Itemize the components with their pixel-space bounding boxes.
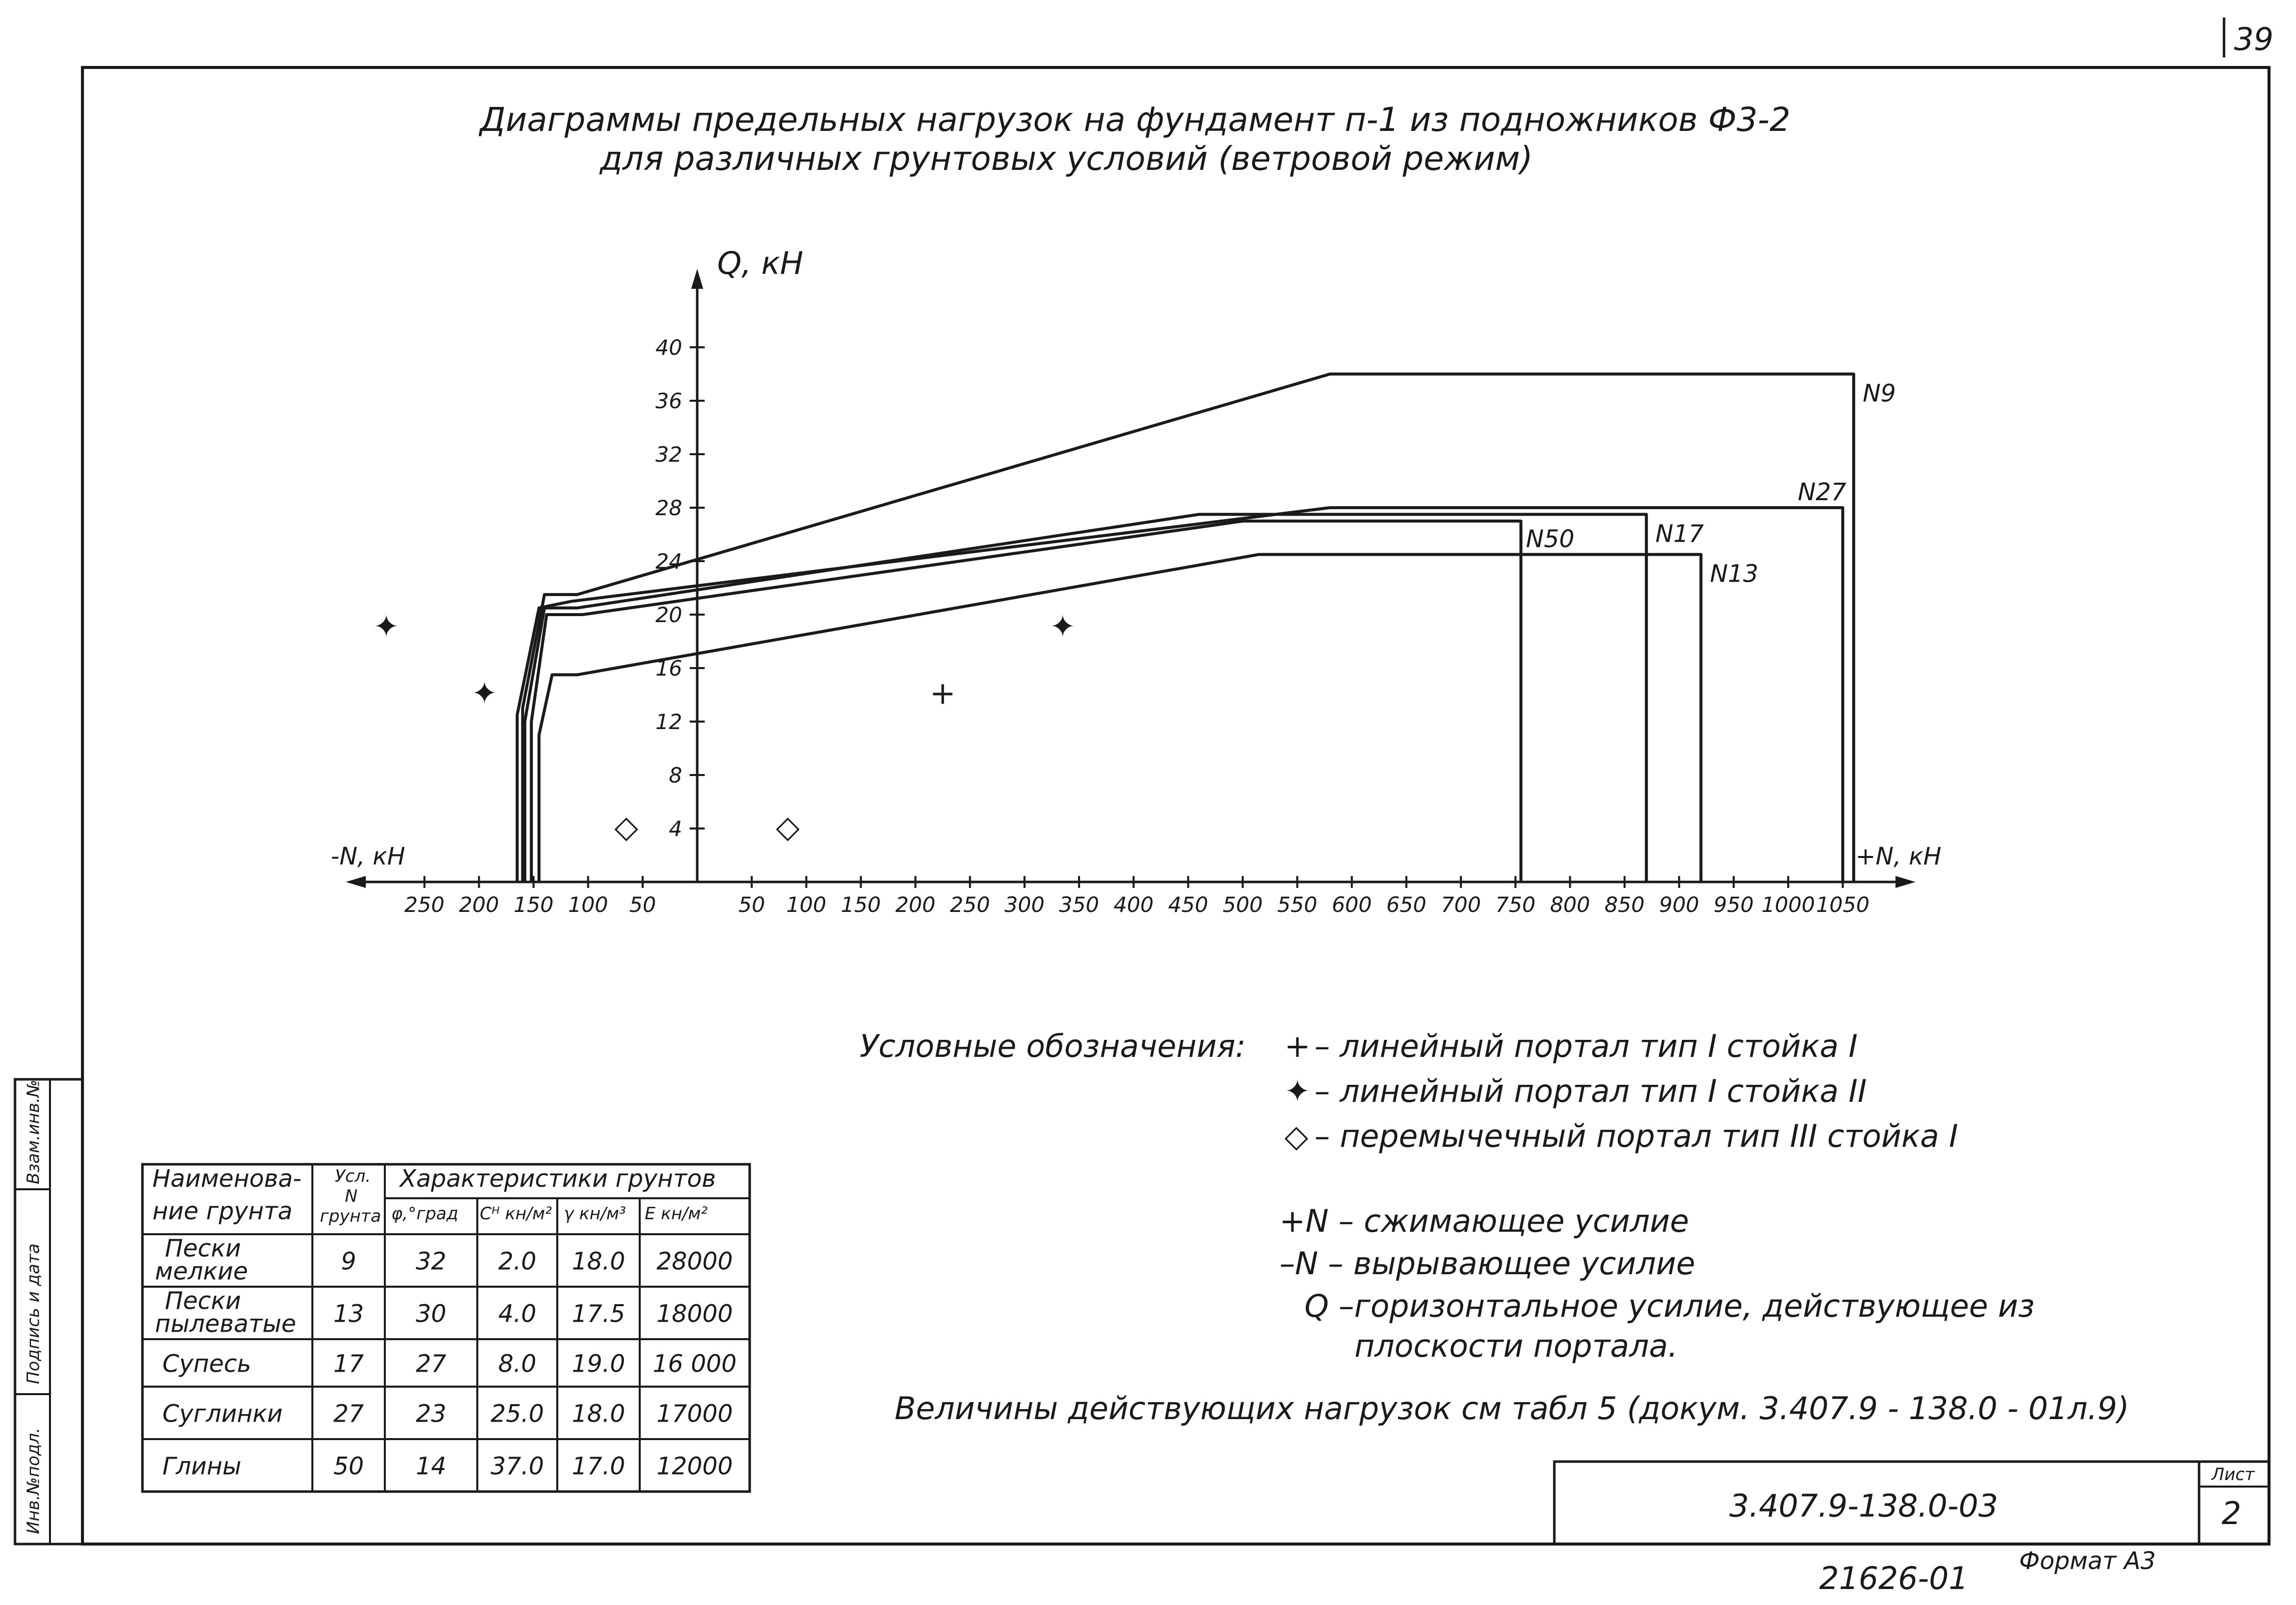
x-tick-label: 1050: [1816, 892, 1870, 917]
y-axis-arrow: [691, 269, 703, 289]
table-cell: 18.0: [572, 1247, 625, 1276]
table-row: [162, 1350, 737, 1378]
x-tick-label: 400: [1114, 892, 1154, 917]
header-num-2: N: [345, 1186, 358, 1206]
table-row: [162, 1400, 733, 1428]
x-tick-label: 200: [895, 892, 936, 917]
table-cell: 12000: [656, 1452, 733, 1481]
x-tick-label: 450: [1168, 892, 1208, 917]
side-stamp-replace: Взам.инв.№: [23, 1079, 43, 1184]
soil-name: Пески: [165, 1234, 241, 1263]
header-phi: φ,°град: [391, 1204, 459, 1224]
sheet-label: Лист: [2212, 1465, 2255, 1485]
chart-markers: [373, 608, 1076, 845]
legend-heading: Условные обозначения:: [860, 1028, 1246, 1064]
y-tick-label: 40: [655, 335, 682, 360]
marker-star: ✦: [373, 608, 399, 645]
marker-plus: +: [930, 675, 956, 712]
table-cell: 18000: [656, 1300, 733, 1328]
y-tick-label: 32: [655, 442, 682, 467]
note-q: Q –горизонтальное усилие, действующее из: [1304, 1288, 2035, 1324]
page-number: 39: [2234, 21, 2274, 57]
x-tick-label: 700: [1441, 892, 1481, 917]
y-tick-label: 16: [655, 656, 682, 681]
x-tick-label: 150: [513, 892, 554, 917]
x-tick-label: 50: [738, 892, 765, 917]
series-label-n50: N50: [1526, 525, 1575, 553]
header-name-1: Наименова-: [152, 1165, 302, 1193]
y-tick-label: 20: [655, 603, 682, 627]
x-tick-label: 600: [1331, 892, 1372, 917]
table-cell: 23: [415, 1400, 447, 1428]
header-c: Cᴴ кн/м²: [480, 1204, 552, 1224]
table-cell: 17.5: [572, 1300, 625, 1328]
soil-name: пылеватые: [155, 1310, 296, 1338]
table-cell: 28000: [656, 1247, 733, 1276]
chart-title: Диаграммы предельных нагрузок на фундамент п-1 из подножников Ф3-2: [480, 100, 1791, 139]
soil-table-rows: [155, 1235, 737, 1481]
header-num-3: грунта: [320, 1206, 381, 1226]
x-tick-label: 300: [1004, 892, 1045, 917]
title-block: [1554, 1462, 2269, 1544]
table-cell: 16 000: [653, 1350, 737, 1378]
x-axis-label-positive: +N, кН: [1855, 842, 1942, 870]
table-cell: 32: [415, 1247, 447, 1276]
header-name-2: ние грунта: [152, 1197, 293, 1225]
table-cell: 27: [333, 1400, 364, 1428]
table-cell: 2.0: [498, 1247, 537, 1276]
marker-star: ✦: [1050, 608, 1076, 645]
series-label-n17: N17: [1655, 520, 1704, 548]
x-tick-label: 900: [1659, 892, 1699, 917]
table-cell: 27: [415, 1350, 447, 1378]
table-cell: 17: [333, 1350, 364, 1378]
header-e: E кн/м²: [645, 1204, 708, 1224]
header-num-1: Усл.: [335, 1166, 371, 1186]
y-tick-label: 12: [655, 710, 682, 734]
x-tick-label: 750: [1495, 892, 1536, 917]
loads-reference: Величины действующих нагрузок см табл 5 (докум. 3.407.9 - 138.0 - 01л.9): [895, 1390, 2130, 1427]
note-minus-n: –N – вырывающее усилие: [1279, 1245, 1695, 1282]
table-cell: 8.0: [498, 1350, 537, 1378]
table-cell: 25.0: [490, 1400, 544, 1428]
side-stamp-sign: Подпись и дата: [23, 1243, 43, 1384]
x-tick-label: 350: [1059, 892, 1100, 917]
note-q-cont: плоскости портала.: [1354, 1328, 1678, 1364]
x-tick-label: 850: [1604, 892, 1645, 917]
inventory-number: 21626-01: [1819, 1560, 1969, 1597]
legend-symbol-3: ◇: [1284, 1118, 1308, 1154]
series-label-n27: N27: [1798, 478, 1847, 506]
chart-series: [517, 374, 1896, 882]
x-tick-label: 100: [568, 892, 608, 917]
legend-item-3: – перемычечный портал тип III стойка I: [1314, 1118, 1958, 1154]
marker-diamond: ◇: [776, 808, 800, 845]
x-tick-label: 200: [459, 892, 499, 917]
soil-name: Суглинки: [162, 1400, 283, 1428]
x-tick-label: 100: [786, 892, 827, 917]
marker-diamond: ◇: [614, 808, 638, 845]
marker-star: ✦: [471, 675, 498, 712]
y-axis-label: Q, кН: [717, 245, 804, 281]
table-cell: 30: [415, 1300, 447, 1328]
legend-symbol-1: +: [1284, 1028, 1310, 1064]
table-cell: 19.0: [572, 1350, 625, 1378]
y-tick-label: 24: [655, 549, 682, 574]
y-tick-label: 4: [669, 816, 682, 841]
series-n27: [517, 508, 1843, 882]
header-gamma: γ кн/м³: [564, 1204, 626, 1224]
table-cell: 9: [341, 1247, 356, 1276]
x-axis-arrow-right: [1896, 876, 1916, 888]
x-tick-label: 50: [629, 892, 656, 917]
x-tick-label: 150: [841, 892, 881, 917]
chart-subtitle: для различных грунтовых условий (ветровой режим): [600, 139, 1533, 178]
soil-name: Супесь: [162, 1350, 251, 1378]
note-plus-n: +N – сжимающее усилие: [1279, 1203, 1689, 1239]
x-tick-label: 250: [950, 892, 990, 917]
y-tick-label: 36: [655, 389, 682, 413]
limit-load-chart: [331, 245, 1941, 917]
table-cell: 37.0: [490, 1452, 544, 1481]
soil-name: мелкие: [155, 1257, 248, 1286]
document-code: 3.407.9-138.0-03: [1729, 1488, 1998, 1524]
table-cell: 17000: [656, 1400, 733, 1428]
x-tick-label: 250: [404, 892, 445, 917]
x-tick-label: 550: [1277, 892, 1317, 917]
soil-name: Глины: [162, 1452, 241, 1481]
table-cell: 17.0: [572, 1452, 625, 1481]
table-cell: 13: [333, 1300, 364, 1328]
table-row: [155, 1235, 733, 1286]
header-group: Характеристики грунтов: [400, 1165, 716, 1193]
x-tick-label: 650: [1386, 892, 1427, 917]
paper-format: Формат А3: [2019, 1547, 2156, 1575]
soil-table: [142, 1164, 750, 1492]
legend-item-1: – линейный портал тип I стойка I: [1314, 1028, 1858, 1064]
series-n17: [525, 514, 1646, 882]
legend: [860, 1028, 2129, 1427]
x-axis-arrow-left: [346, 876, 366, 888]
x-tick-label: 950: [1713, 892, 1754, 917]
table-cell: 14: [415, 1452, 447, 1481]
x-tick-label: 800: [1550, 892, 1590, 917]
legend-symbol-2: ✦: [1284, 1073, 1310, 1109]
series-label-n9: N9: [1862, 379, 1896, 408]
table-row: [162, 1453, 733, 1481]
sheet-number: 2: [2222, 1495, 2242, 1532]
x-tick-label: 1000: [1761, 892, 1815, 917]
table-cell: 18.0: [572, 1400, 625, 1428]
legend-item-2: – линейный портал тип I стойка II: [1314, 1073, 1867, 1109]
series-label-n13: N13: [1710, 560, 1759, 588]
table-cell: 4.0: [498, 1300, 537, 1328]
soil-name: Пески: [165, 1287, 241, 1315]
table-cell: 50: [333, 1452, 364, 1481]
table-row: [155, 1287, 733, 1338]
y-tick-label: 28: [655, 496, 682, 520]
y-tick-label: 8: [669, 763, 682, 788]
side-stamp-inv: Инв.№подл.: [23, 1428, 43, 1534]
x-axis-label-negative: -N, кН: [330, 842, 405, 870]
x-tick-label: 500: [1222, 892, 1263, 917]
series-n13: [539, 555, 1701, 882]
series-n9: [523, 374, 1854, 882]
